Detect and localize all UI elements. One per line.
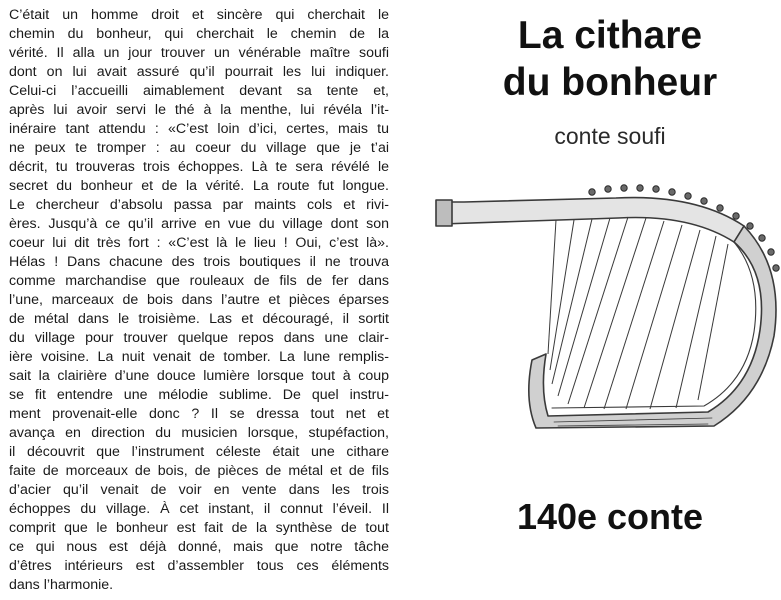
tuning-peg: [733, 213, 739, 219]
zither-string: [568, 217, 628, 404]
zither-end-block: [436, 200, 452, 226]
zither-string: [558, 218, 610, 396]
story-line: d’acier qu’il venait de voir en vente dans les trois: [9, 482, 389, 498]
zither-string: [584, 218, 646, 408]
story-line: vérité. Il alla un jour trouver un vénérable maître soufi: [9, 45, 389, 61]
page-title: [470, 12, 750, 106]
story-line: avança en direction du musicien lorsque, stupéfaction,: [9, 425, 389, 441]
title-line-1: La cithare: [517, 14, 703, 57]
zither-string: [676, 236, 716, 408]
zither-string: [650, 230, 700, 409]
story-line: chemin du bonheur, qui cherchait le chemin de la: [9, 26, 389, 42]
story-line: l’une, marceaux de bois dans l’autre et pièces éparses: [9, 292, 389, 308]
story-line: ne peux te tromper : au coeur du village que je t’ai: [9, 140, 389, 156]
story-line: d’êtres intérieurs est d’assembler tous ces éléments: [9, 558, 389, 574]
tuning-peg: [773, 265, 779, 271]
tale-number: 140e conte: [516, 496, 704, 537]
subtitle: conte soufi: [554, 123, 666, 149]
story-line: ères. Jusqu’à ce qu’il arrive en vue du village dont son: [9, 216, 389, 232]
story-line: coeur lui dit très fort : «C’est là le lieu ! Oui, c’est là».: [9, 235, 389, 251]
zither-illustration: [428, 180, 780, 440]
story-line: échoppes du village. À cet instant, il connut l’éveil. Il: [9, 501, 389, 517]
zither-string: [548, 220, 556, 354]
tuning-peg: [637, 185, 643, 191]
story-line: inéraire tant attendu : «C’est loin d’ici, certes, mais tu: [9, 121, 389, 137]
story-line: secret du bonheur et de la vérité. La route fut longue.: [9, 178, 389, 194]
tuning-peg: [669, 189, 675, 195]
zither-string: [550, 220, 574, 370]
tuning-peg: [768, 249, 774, 255]
story-line: C’était un homme droit et sincère qui cherchait le: [9, 7, 389, 23]
story-line: faite de morceaux de bois, de pièces de métal et de fils: [9, 463, 389, 479]
title-line-2: du bonheur: [502, 61, 718, 104]
zither-string: [698, 244, 728, 400]
story-line: il découvrit que l’instrument céleste était une cithare: [9, 444, 389, 460]
story-line: du village pour trouver quelque repos dans une clair-: [9, 330, 389, 346]
story-line: dans l’harmonie.: [9, 577, 114, 593]
tuning-peg: [685, 193, 691, 199]
tuning-peg: [605, 186, 611, 192]
story-line: ment provenait-elle donc ? Il se dressa tout net et: [9, 406, 389, 422]
tuning-peg: [589, 189, 595, 195]
story-line: ière voisine. La nuit venait de tomber. La lune remplis-: [9, 349, 389, 365]
story-line: ce qui nous est déjà donné, mais que notre tâche: [9, 539, 389, 555]
story-line: se fit entendre une mélodie sublime. De quel instru-: [9, 387, 389, 403]
tuning-peg: [701, 198, 707, 204]
zither-strings: [548, 217, 728, 409]
story-line: Le chercheur d’absolu passa par maints cols et rivi-: [9, 197, 389, 213]
story-text: [9, 6, 389, 596]
story-line: comme marchandise que rouleaux de fils de fer dans: [9, 273, 389, 289]
story-line: Hélas ! Dans chacune des trois boutiques il ne trouva: [9, 254, 389, 270]
tuning-peg: [747, 223, 753, 229]
story-line: décrit, tu trouveras trois échoppes. Là te sera révélé le: [9, 159, 389, 175]
tuning-peg: [653, 186, 659, 192]
tuning-peg: [717, 205, 723, 211]
tuning-peg: [759, 235, 765, 241]
story-line: sait la clairière d’une douce lumière lorsque tout à coup: [9, 368, 389, 384]
tuning-peg: [621, 185, 627, 191]
story-line: dont on lui avait assuré qu’il pourrait les lui indiquer.: [9, 64, 389, 80]
story-line: de métal dans le troisième. Las et découragé, il sortit: [9, 311, 389, 327]
story-line: après lui avoir servi le thé à la menthe, lui révéla l’it-: [9, 102, 389, 118]
story-line: comprit que le bonheur est fait de la synthèse de tout: [9, 520, 389, 536]
zither-inner-edge: [552, 242, 756, 408]
story-line: Celui-ci l’accueilli aimablement devant sa tente et,: [9, 83, 389, 99]
